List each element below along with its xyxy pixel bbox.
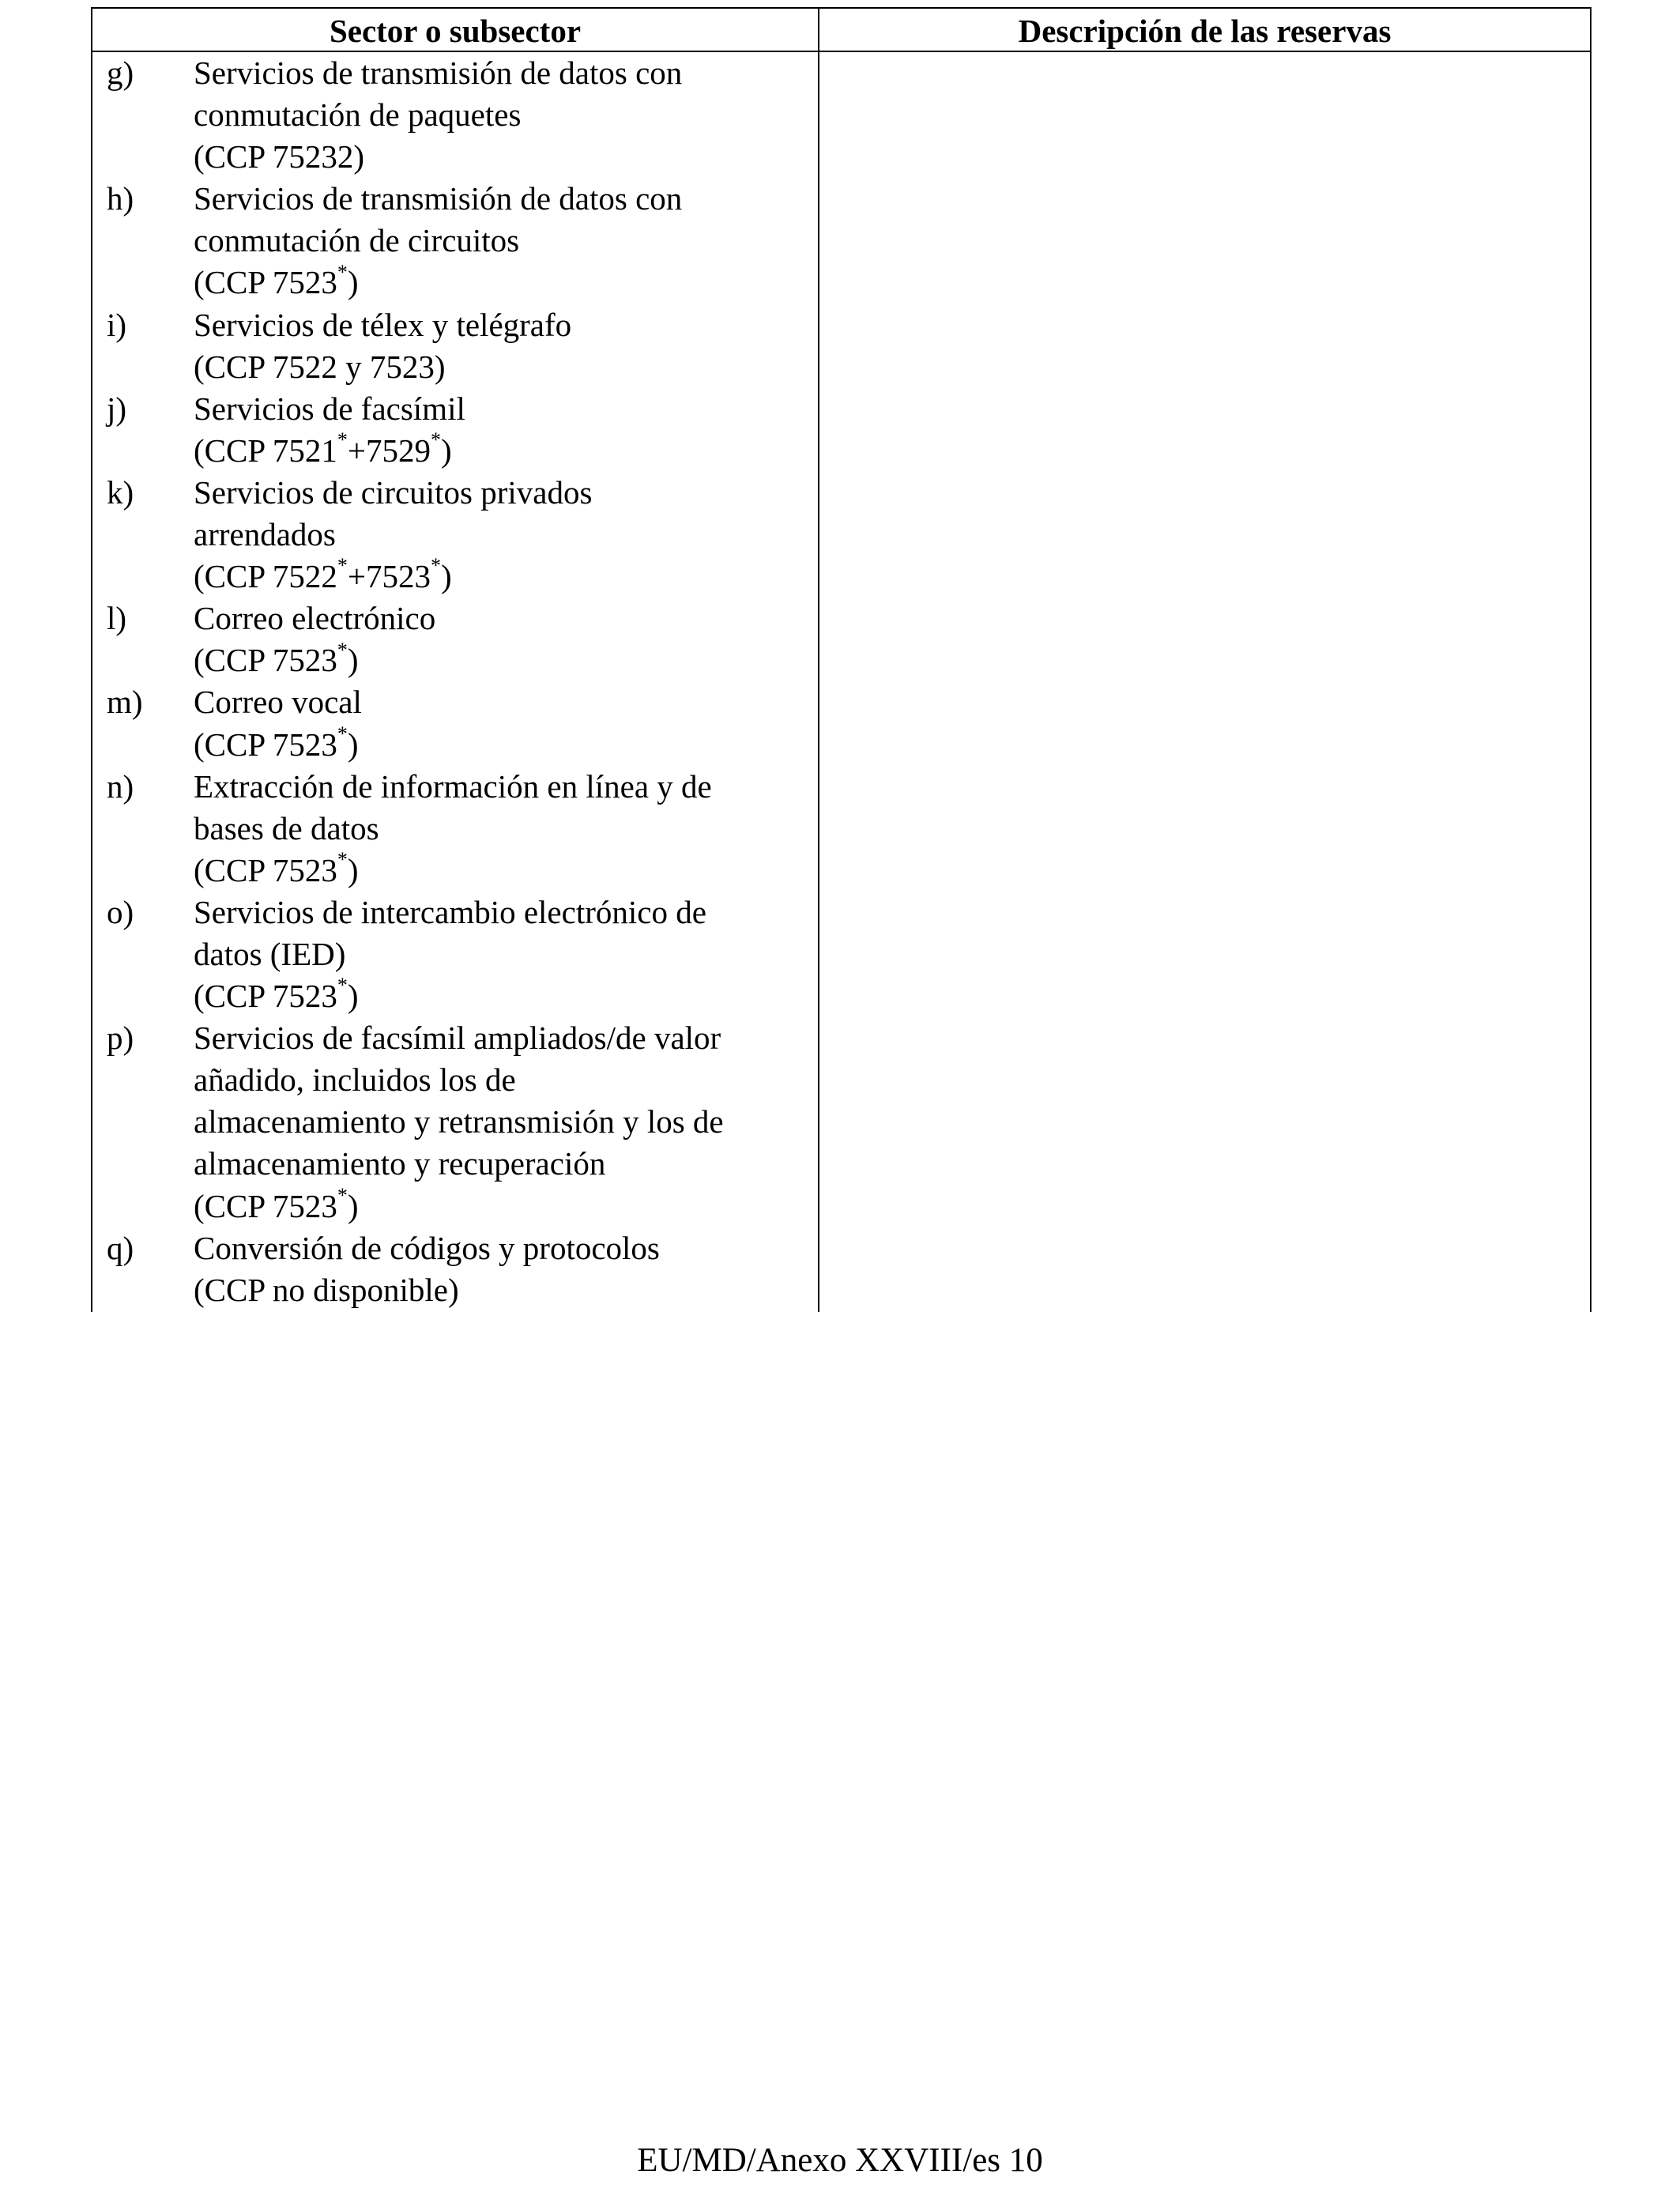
- item-line: [194, 975, 802, 1017]
- text-segment: +7529: [347, 432, 431, 469]
- list-item: [107, 472, 802, 598]
- text-segment: ): [347, 726, 359, 763]
- item-line: [194, 1227, 802, 1269]
- footnote-asterisk: *: [431, 554, 442, 578]
- item-line: [194, 598, 802, 639]
- item-text: [194, 178, 802, 303]
- text-segment: (CCP 7523: [194, 851, 337, 888]
- list-item: [107, 1227, 802, 1311]
- footnote-asterisk: *: [337, 974, 348, 997]
- footnote-asterisk: *: [337, 848, 348, 872]
- item-line: [194, 388, 802, 430]
- item-text: [194, 472, 802, 598]
- footnote-asterisk: *: [337, 554, 348, 578]
- item-marker: j): [107, 390, 127, 427]
- table-left-border: [91, 7, 92, 1312]
- item-line: [194, 1017, 802, 1059]
- item-text: [194, 892, 802, 1017]
- header-description: Descripción de las reservas: [1018, 13, 1392, 49]
- footnote-asterisk: *: [337, 260, 348, 284]
- text-segment: Correo electrónico: [194, 600, 436, 637]
- item-marker: m): [107, 684, 143, 721]
- item-line: [194, 850, 802, 892]
- text-segment: ): [347, 642, 359, 679]
- list-item: [107, 681, 802, 765]
- item-text: [194, 681, 802, 765]
- item-line: [194, 556, 802, 598]
- list-item: [107, 388, 802, 472]
- table-right-border: [1590, 7, 1591, 1312]
- text-segment: (CCP 7523: [194, 642, 337, 679]
- text-segment: Servicios de transmisión de datos con: [194, 55, 683, 91]
- page-footer-reference: EU/MD/Anexo XXVIII/es 10: [637, 2142, 1043, 2179]
- item-marker: n): [107, 767, 134, 805]
- text-segment: Conversión de códigos y protocolos: [194, 1229, 660, 1266]
- item-line: [194, 766, 802, 808]
- header-sector: Sector o subsector: [329, 13, 582, 49]
- item-line: [194, 892, 802, 933]
- item-line: [194, 1101, 802, 1143]
- text-segment: (CCP 7522: [194, 558, 337, 595]
- text-segment: datos (IED): [194, 935, 346, 972]
- list-item: [107, 52, 802, 178]
- item-line: [194, 52, 802, 94]
- footnote-asterisk: *: [337, 638, 348, 662]
- text-segment: (CCP 7523: [194, 726, 337, 763]
- text-segment: (CCP 7522 y 7523): [194, 348, 446, 385]
- item-line: [194, 304, 802, 346]
- item-line: [194, 94, 802, 136]
- text-segment: ): [441, 558, 452, 595]
- item-line: [194, 933, 802, 975]
- list-item: [107, 766, 802, 892]
- text-segment: añadido, incluidos los de: [194, 1061, 516, 1099]
- item-line: [194, 1183, 802, 1227]
- list-item: [107, 598, 802, 681]
- text-segment: Servicios de transmisión de datos con: [194, 180, 683, 217]
- text-segment: (CCP no disponible): [194, 1271, 459, 1308]
- item-marker: h): [107, 180, 134, 217]
- column-divider: [818, 7, 819, 1312]
- item-line: [194, 1269, 802, 1311]
- text-segment: ): [347, 851, 359, 888]
- text-segment: bases de datos: [194, 809, 379, 846]
- text-segment: Servicios de facsímil: [194, 390, 465, 427]
- list-item: [107, 892, 802, 1017]
- item-text: [194, 1017, 802, 1227]
- item-line: [194, 472, 802, 514]
- list-item: [107, 178, 802, 303]
- text-segment: arrendados: [194, 516, 336, 553]
- table-top-border: [91, 7, 1591, 9]
- footnote-asterisk: *: [431, 428, 442, 452]
- text-segment: Servicios de facsímil ampliados/de valor: [194, 1020, 721, 1057]
- text-segment: conmutación de circuitos: [194, 222, 520, 259]
- item-marker: k): [107, 473, 134, 511]
- footnote-asterisk: *: [337, 1183, 348, 1207]
- text-segment: ): [347, 264, 359, 301]
- item-line: [194, 178, 802, 220]
- item-marker: g): [107, 55, 134, 91]
- text-segment: almacenamiento y recuperación: [194, 1145, 606, 1182]
- text-segment: ): [441, 432, 452, 469]
- text-segment: Servicios de télex y telégrafo: [194, 306, 572, 343]
- text-segment: almacenamiento y retransmisión y los de: [194, 1103, 724, 1140]
- sector-list: [107, 52, 802, 1311]
- item-line: [194, 808, 802, 850]
- item-line: [194, 639, 802, 681]
- text-segment: ): [347, 978, 359, 1015]
- text-segment: (CCP 7523: [194, 978, 337, 1015]
- footnote-asterisk: *: [337, 428, 348, 452]
- item-line: [194, 681, 802, 723]
- text-segment: +7523: [347, 558, 431, 595]
- text-segment: Servicios de circuitos privados: [194, 473, 593, 511]
- item-line: [194, 262, 802, 303]
- item-text: [194, 598, 802, 681]
- footnote-asterisk: *: [337, 722, 348, 745]
- text-segment: (CCP 7521: [194, 432, 337, 469]
- text-segment: ): [347, 1187, 359, 1224]
- item-text: [194, 304, 802, 388]
- item-text: [194, 1227, 802, 1311]
- text-segment: Correo vocal: [194, 684, 362, 721]
- item-text: [194, 52, 802, 178]
- item-line: [194, 1059, 802, 1101]
- item-text: [194, 388, 802, 472]
- item-line: [194, 220, 802, 262]
- list-item: [107, 304, 802, 388]
- text-segment: conmutación de paquetes: [194, 96, 522, 134]
- item-marker: l): [107, 600, 127, 637]
- item-text: [194, 766, 802, 892]
- item-line: [194, 430, 802, 472]
- list-item: [107, 1017, 802, 1227]
- text-segment: Extracción de información en línea y de: [194, 767, 712, 805]
- item-line: [194, 136, 802, 178]
- text-segment: (CCP 7523: [194, 1187, 337, 1224]
- item-marker: p): [107, 1020, 134, 1057]
- item-marker: q): [107, 1229, 134, 1266]
- item-line: [194, 346, 802, 388]
- text-segment: Servicios de intercambio electrónico de: [194, 893, 706, 930]
- item-line: [194, 1143, 802, 1185]
- item-marker: i): [107, 306, 127, 343]
- item-line: [194, 724, 802, 766]
- item-line: [194, 514, 802, 556]
- text-segment: (CCP 7523: [194, 264, 337, 301]
- text-segment: (CCP 75232): [194, 138, 365, 175]
- item-marker: o): [107, 893, 134, 930]
